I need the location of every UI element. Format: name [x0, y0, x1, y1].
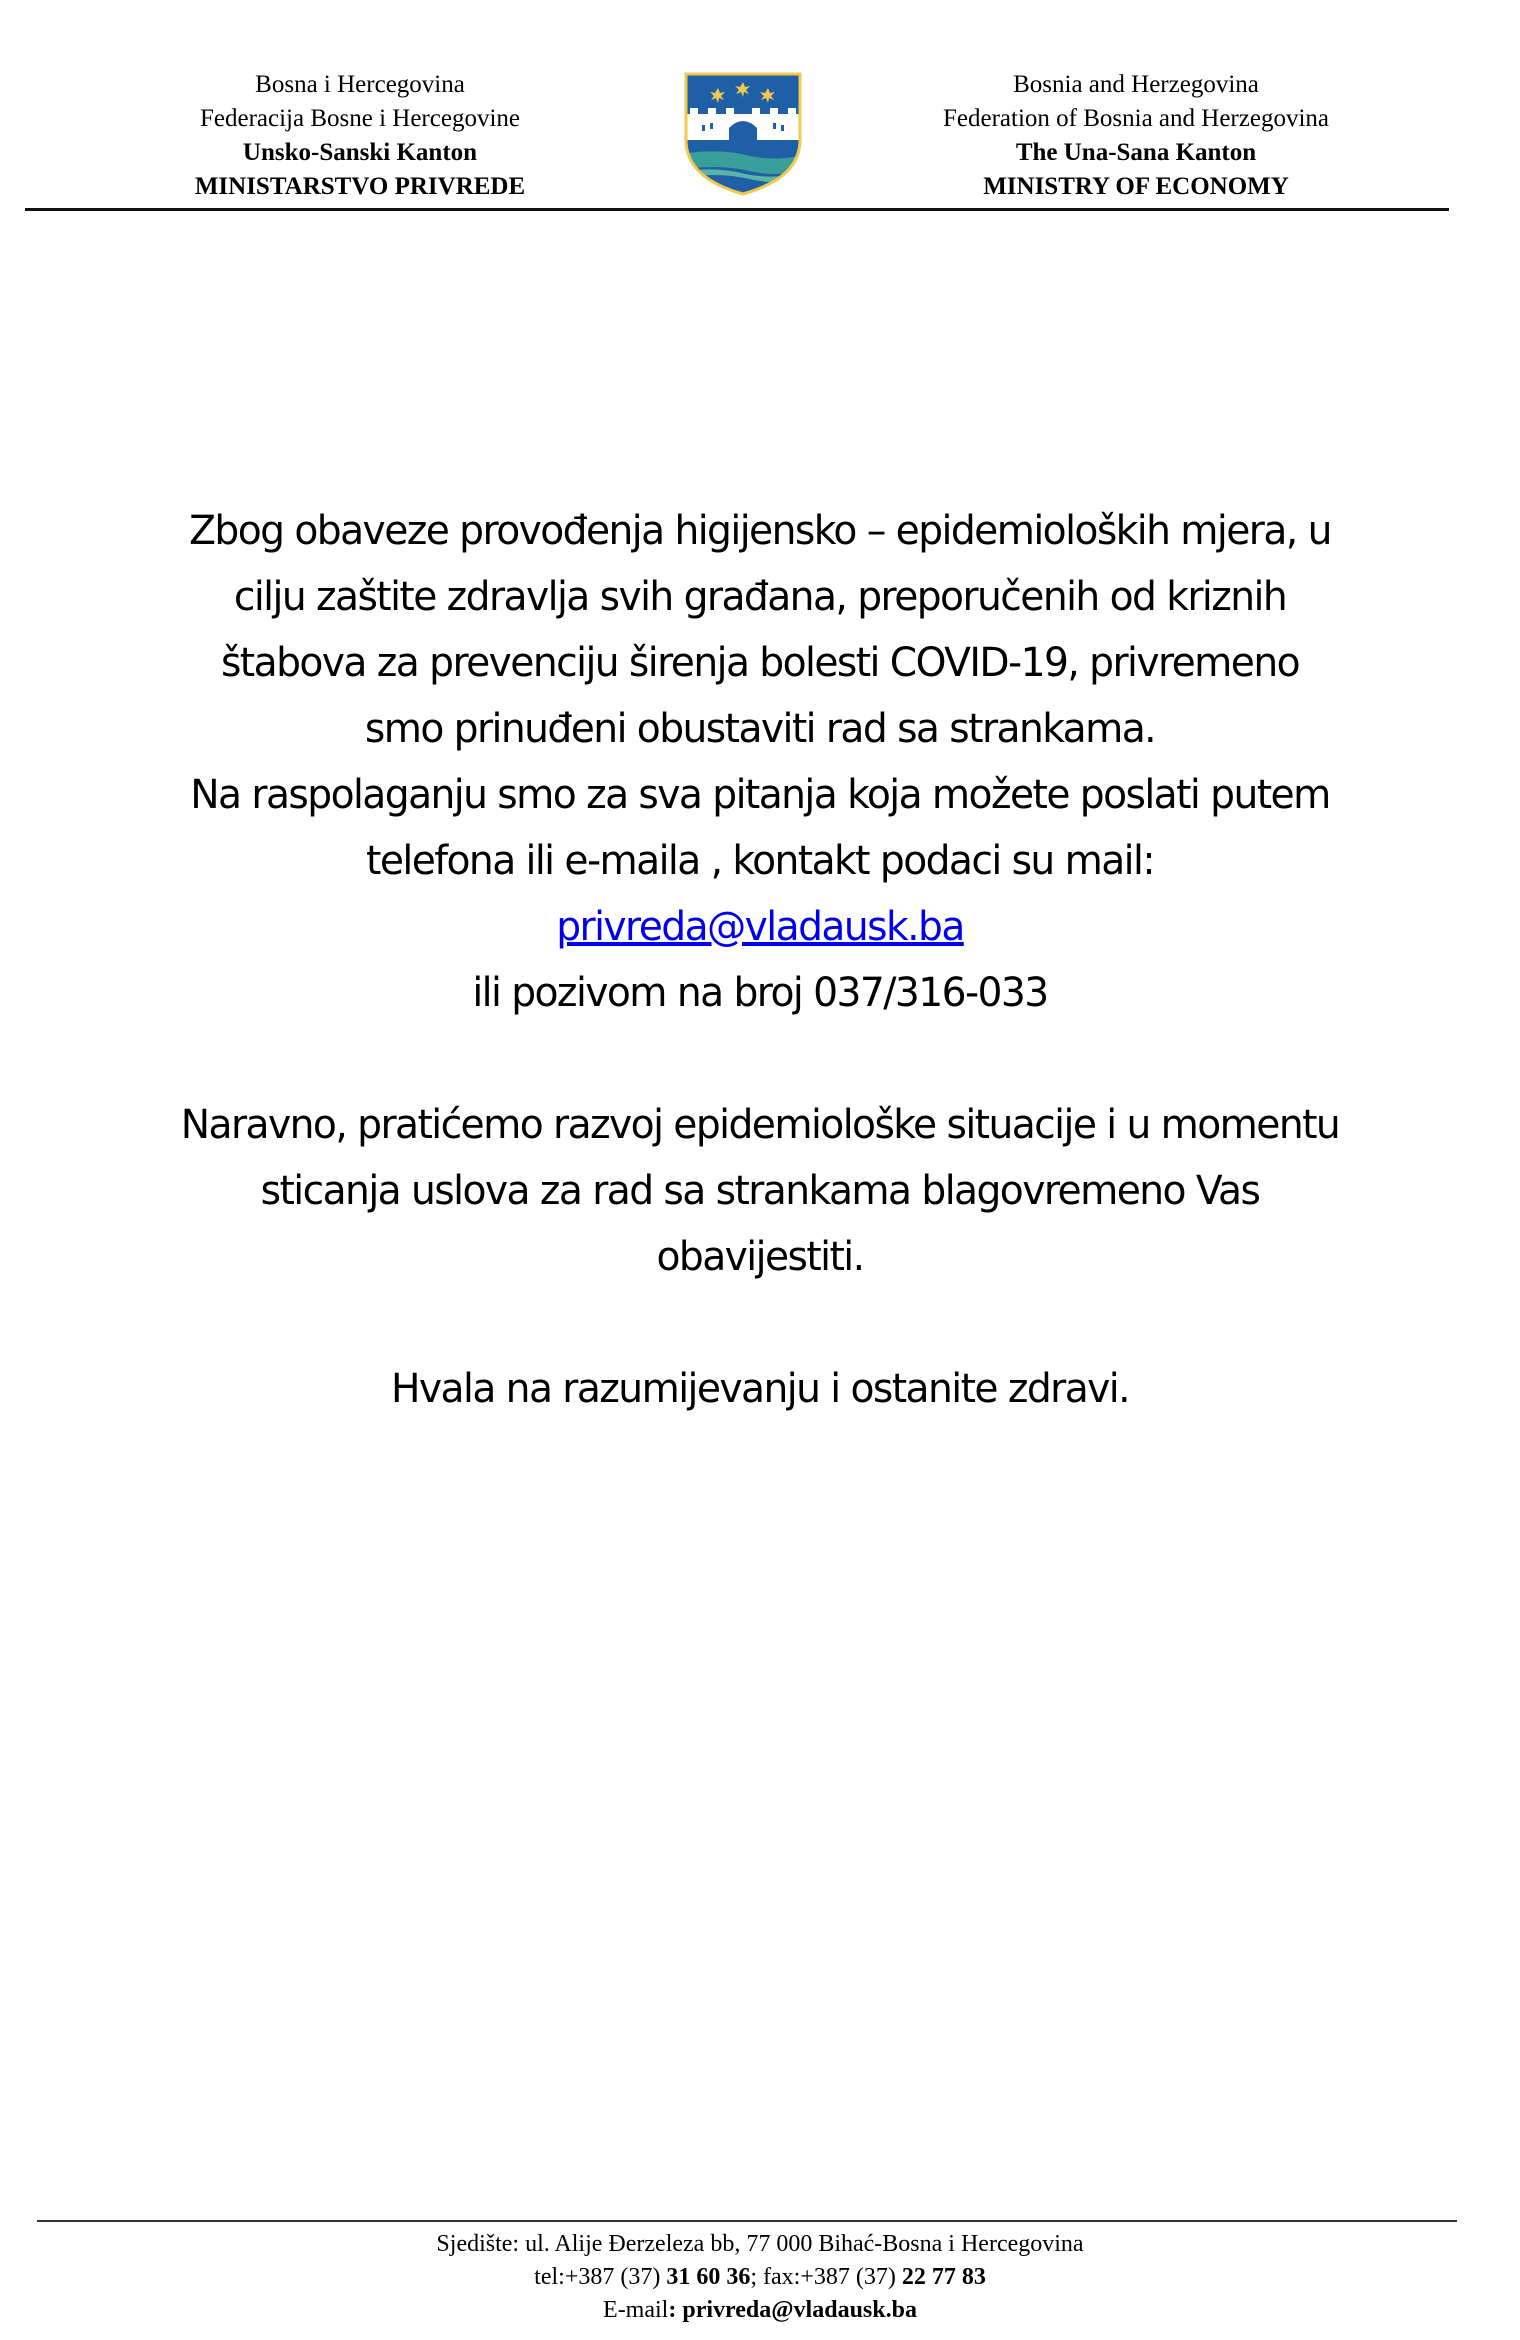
- footer-email-line: [0, 2294, 1520, 2327]
- header-ministry-en: MINISTRY OF ECONOMY: [983, 173, 1289, 200]
- text-line: obavijestiti.: [656, 1234, 864, 1280]
- text-line: Naravno, pratićemo razvoj epidemiološke situacije i u momentu: [180, 1102, 1340, 1148]
- header-country-bs: Bosna i Hercegovina: [255, 71, 465, 98]
- footer-address: Sjedište: ul. Alije Đerzeleza bb, 77 000 Bihać-Bosna i Hercegovina: [436, 2231, 1084, 2257]
- tel-label: tel:+387 (37): [534, 2264, 667, 2290]
- footer: [0, 2228, 1520, 2327]
- notice-paragraph-2: [15, 762, 1505, 1026]
- fax-label: ; fax:+387 (37): [750, 2264, 902, 2290]
- header-country-en: Bosnia and Herzegovina: [1013, 71, 1259, 98]
- header-ministry-bs: MINISTARSTVO PRIVREDE: [194, 173, 526, 200]
- header-federation-en: Federation of Bosnia and Herzegovina: [943, 105, 1329, 132]
- text-line: telefona ili e-maila , kontakt podaci su mail:: [366, 838, 1154, 884]
- notice-paragraph-3: [15, 1092, 1505, 1290]
- phone-line: ili pozivom na broj 037/316-033: [472, 970, 1048, 1016]
- header-english: [836, 68, 1436, 204]
- email-link[interactable]: privreda@vladausk.ba: [556, 904, 964, 950]
- footer-divider: [37, 2220, 1457, 2222]
- header-federation-bs: Federacija Bosne i Hercegovine: [199, 105, 520, 132]
- spacer: [15, 1290, 1505, 1356]
- email-colon: :: [668, 2297, 683, 2323]
- notice-body: [15, 498, 1505, 1422]
- header-canton-en: The Una-Sana Kanton: [1015, 139, 1257, 166]
- header-divider: [25, 208, 1449, 211]
- coat-of-arms-icon: [680, 70, 806, 198]
- tel-number: 31 60 36: [666, 2264, 751, 2290]
- text-line: Zbog obaveze provođenja higijensko – epidemioloških mjera, u: [189, 508, 1331, 554]
- notice-paragraph-1: [15, 498, 1505, 762]
- footer-email: privreda@vladausk.ba: [682, 2297, 917, 2323]
- text-line: cilju zaštite zdravlja svih građana, preporučenih od kriznih: [233, 574, 1287, 620]
- fax-number: 22 77 83: [901, 2264, 986, 2290]
- footer-contact-line: [0, 2261, 1520, 2294]
- text-line: štabova za prevenciju širenja bolesti COVID-19, privremeno: [220, 640, 1300, 686]
- header-canton-bs: Unsko-Sanski Kanton: [242, 139, 478, 166]
- email-label: E-mail: [603, 2297, 669, 2323]
- text-line: smo prinuđeni obustaviti rad sa strankama.: [364, 706, 1156, 752]
- text-line: Na raspolaganju smo za sva pitanja koja možete poslati putem: [190, 772, 1330, 818]
- header-bosnian: [60, 68, 660, 204]
- closing-line: Hvala na razumijevanju i ostanite zdravi.: [390, 1366, 1130, 1412]
- spacer: [15, 1026, 1505, 1092]
- text-line: sticanja uslova za rad sa strankama blagovremeno Vas: [260, 1168, 1260, 1214]
